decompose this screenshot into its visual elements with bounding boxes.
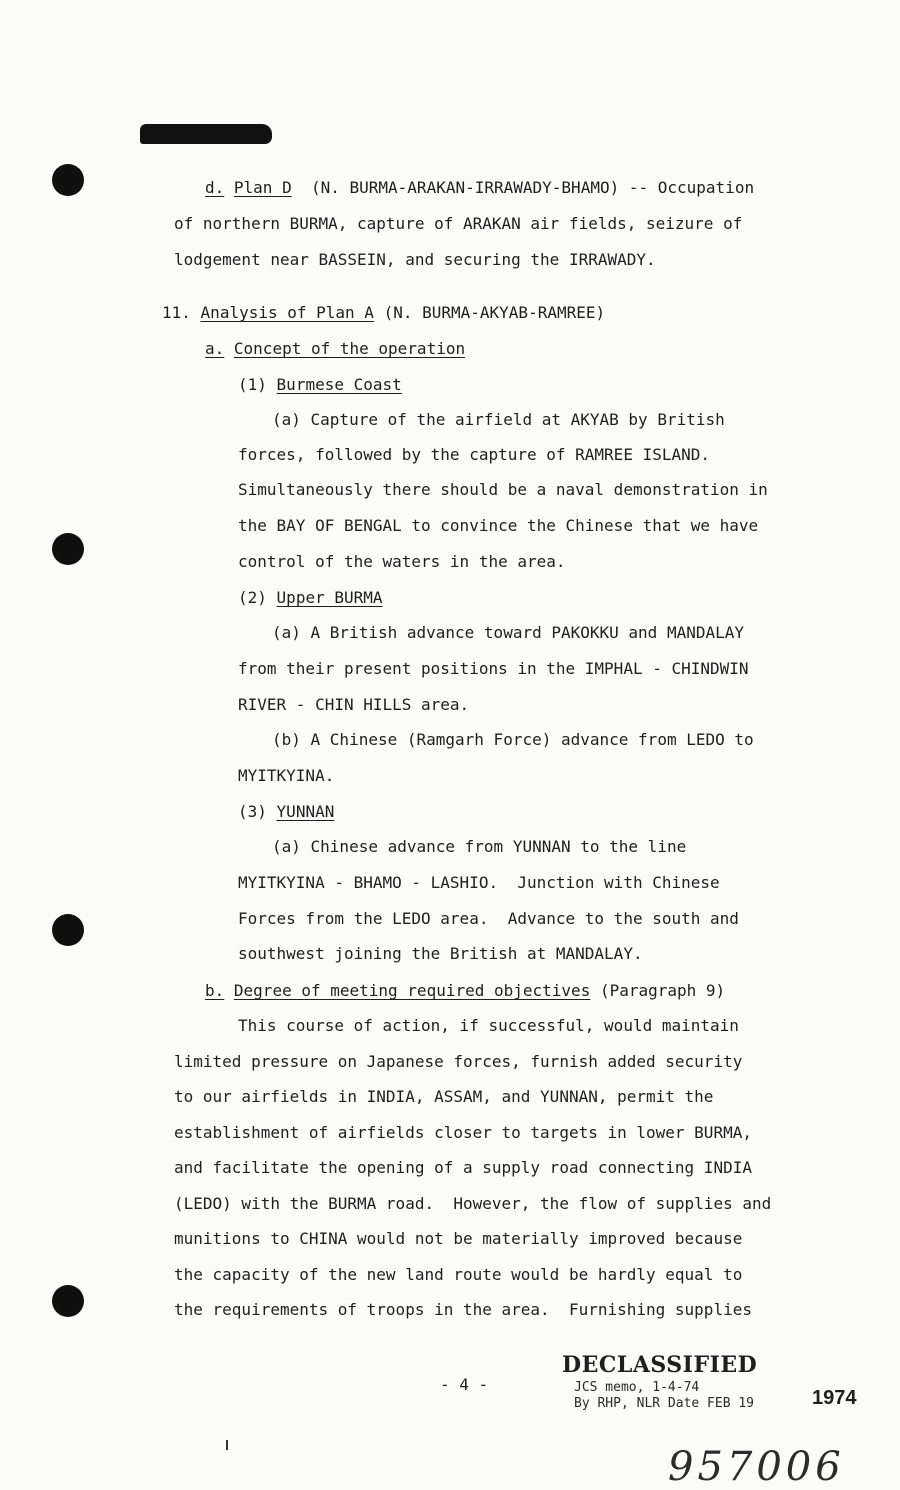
item-2b-line-1: (b) A Chinese (Ramgarh Force) advance from LEDO to [272, 730, 754, 749]
section-11-title-rest: (N. BURMA-AKYAB-RAMREE) [373, 303, 606, 322]
item-3-heading [238, 802, 334, 822]
redaction-bar [140, 124, 272, 144]
item-1-line-3: Simultaneously there should be a naval demonstration in [238, 480, 768, 499]
subsection-b-line-7: munitions to CHINA would not be materially improved because [174, 1229, 743, 1248]
plan-d-line-3: lodgement near BASSEIN, and securing the IRRAWADY. [174, 250, 656, 269]
item-1-title: Burmese Coast [276, 375, 402, 394]
declassified-stamp-line-2: By RHP, NLR Date FEB 19 [574, 1396, 755, 1411]
plan-d-line-1-rest: (N. BURMA-ARAKAN-IRRAWADY-BHAMO) -- Occupation [291, 178, 755, 197]
subsection-b-line-4: establishment of airfields closer to targets in lower BURMA, [174, 1123, 752, 1142]
item-3-line-2: MYITKYINA - BHAMO - LASHIO. Junction with Chinese [238, 873, 720, 892]
punch-hole-bottom [52, 1285, 84, 1317]
item-2-heading [238, 588, 383, 608]
punch-hole-top [52, 164, 84, 196]
subsection-b-line-9: the requirements of troops in the area. Furnishing supplies [174, 1300, 752, 1319]
declassified-stamp-line-1: JCS memo, 1-4-74 [574, 1380, 700, 1395]
subsection-b-line-2: limited pressure on Japanese forces, furnish added security [174, 1052, 743, 1071]
item-1-line-5: control of the waters in the area. [238, 552, 566, 571]
subsection-a-title: Concept of the operation [233, 339, 466, 358]
item-1-heading [238, 375, 402, 395]
subsection-b-heading [205, 981, 725, 1001]
item-1-number: (1) [238, 375, 267, 394]
item-3-number: (3) [238, 802, 267, 821]
subsection-b-line-6: (LEDO) with the BURMA road. However, the flow of supplies and [174, 1194, 772, 1213]
item-3-line-4: southwest joining the British at MANDALAY. [238, 944, 643, 963]
item-1-line-4: the BAY OF BENGAL to convince the Chinese that we have [238, 516, 759, 535]
item-2-number: (2) [238, 588, 267, 607]
item-2a-line-3: RIVER - CHIN HILLS area. [238, 695, 470, 714]
subsection-b-line-8: the capacity of the new land route would be hardly equal to [174, 1265, 743, 1284]
subsection-b-title: Degree of meeting required objectives [233, 981, 591, 1000]
item-3-line-1: (a) Chinese advance from YUNNAN to the line [272, 837, 687, 856]
declassified-stamp-year: 1974 [812, 1387, 857, 1409]
plan-d-label: d. [205, 178, 225, 197]
item-2-title: Upper BURMA [276, 588, 383, 607]
section-11-heading [162, 303, 605, 323]
item-3-title: YUNNAN [276, 802, 335, 821]
subsection-b-line-1: This course of action, if successful, would maintain [238, 1016, 739, 1035]
handwritten-document-number: 957006 [668, 1444, 845, 1490]
plan-d-line-1 [205, 178, 754, 198]
item-1-line-2: forces, followed by the capture of RAMREE ISLAND. [238, 445, 711, 464]
subsection-b-line-5: and facilitate the opening of a supply road connecting INDIA [174, 1158, 752, 1177]
plan-d-title: Plan D [233, 178, 292, 197]
item-2a-line-2: from their present positions in the IMPHAL - CHINDWIN [238, 659, 749, 678]
page-number: - 4 - [440, 1375, 489, 1394]
plan-d-line-2: of northern BURMA, capture of ARAKAN air fields, seizure of [174, 214, 743, 233]
subsection-a-label: a. [205, 339, 225, 358]
item-3-line-3: Forces from the LEDO area. Advance to the south and [238, 909, 739, 928]
punch-hole-lower-middle [52, 914, 84, 946]
margin-tick-mark [226, 1440, 228, 1450]
item-1-line-1: (a) Capture of the airfield at AKYAB by British [272, 410, 725, 429]
item-2a-line-1: (a) A British advance toward PAKOKKU and MANDALAY [272, 623, 745, 642]
subsection-b-label: b. [205, 981, 225, 1000]
declassified-stamp-title: DECLASSIFIED [562, 1352, 758, 1378]
section-11-title: Analysis of Plan A [200, 303, 374, 322]
subsection-b-line-3: to our airfields in INDIA, ASSAM, and YUNNAN, permit the [174, 1087, 714, 1106]
item-2b-line-2: MYITKYINA. [238, 766, 335, 785]
punch-hole-upper-middle [52, 533, 84, 565]
subsection-b-title-rest: (Paragraph 9) [590, 981, 726, 1000]
subsection-a-heading [205, 339, 465, 359]
section-11-number: 11. [162, 303, 191, 322]
